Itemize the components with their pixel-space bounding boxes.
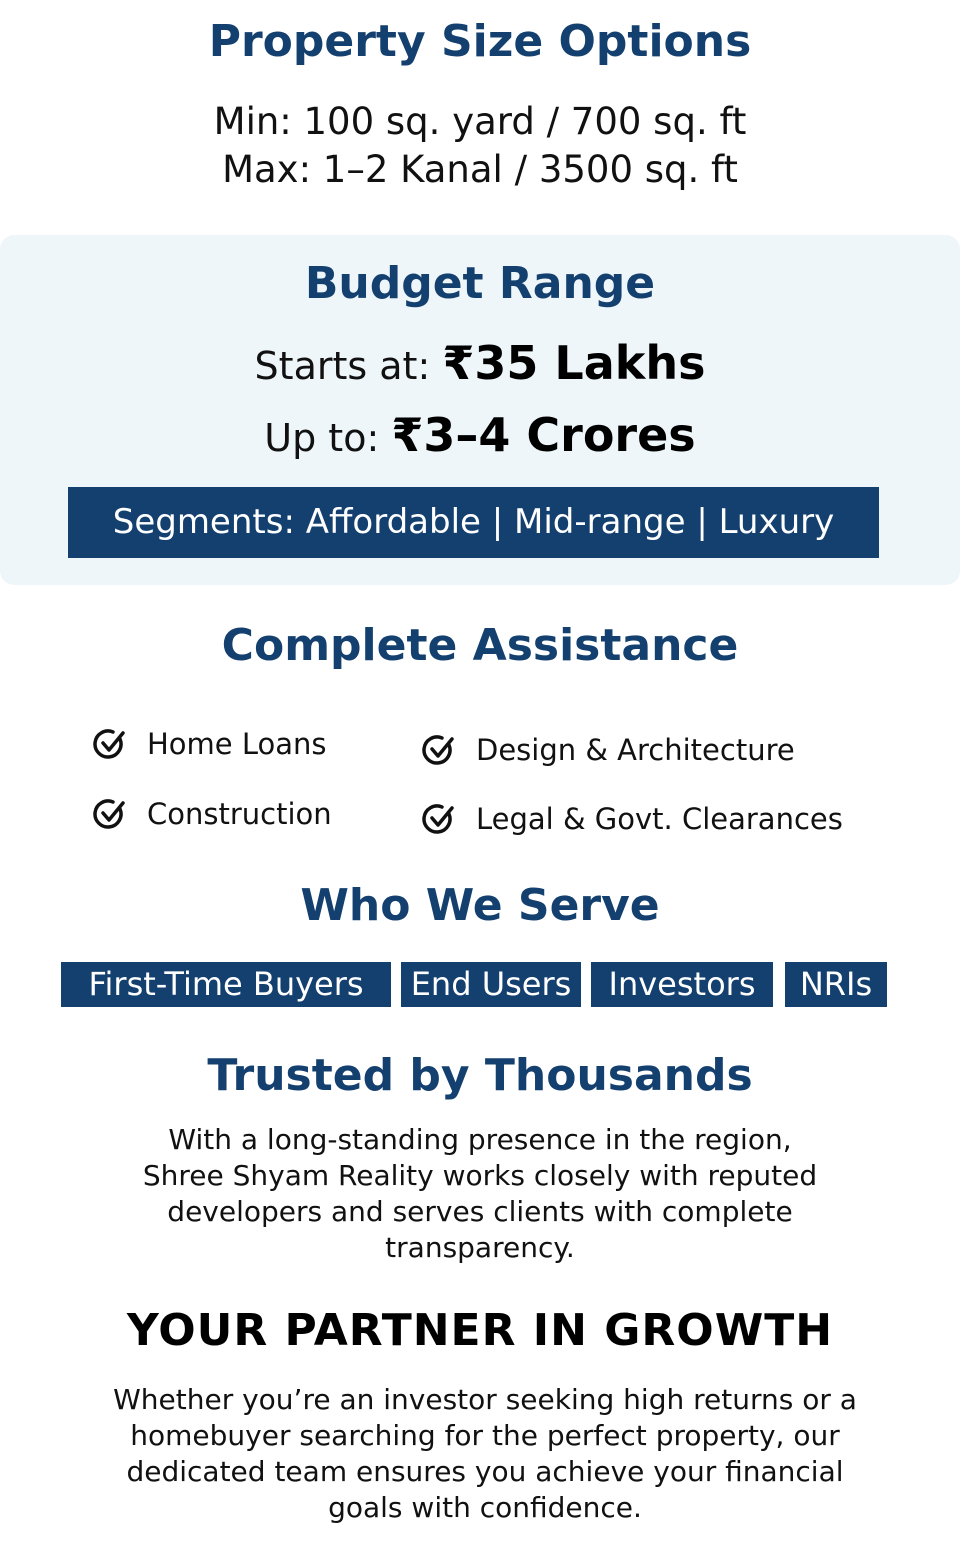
assist-label: Home Loans	[147, 727, 327, 761]
assistance-heading: Complete Assistance	[221, 620, 739, 671]
size-options-heading: Property Size Options	[208, 16, 752, 67]
budget-heading: Budget Range	[304, 258, 656, 309]
check-circle-icon	[422, 802, 456, 836]
segments-banner: Segments: Affordable | Mid-range | Luxury	[68, 487, 879, 558]
assist-label: Design & Architecture	[476, 733, 795, 767]
assist-label: Construction	[147, 797, 332, 831]
tag-investors: Investors	[591, 962, 773, 1007]
price-upto-value: ₹3–4 Crores	[391, 408, 696, 462]
assist-item-design	[422, 733, 795, 767]
trusted-paragraph: With a long-standing presence in the region, Shree Shyam Reality works closely with reputed developers and serves clients with complete transparency.	[142, 1123, 818, 1264]
price-upto-label: Up to:	[264, 416, 380, 460]
assist-item-construction	[93, 797, 332, 831]
check-circle-icon	[93, 727, 127, 761]
partner-paragraph: Whether you’re an investor seeking high returns or a homebuyer searching for the perfect property, our dedicated team ensures you achieve your financial goals with confidence.	[113, 1383, 857, 1524]
price-upto-line	[0, 408, 960, 462]
partner-heading: YOUR PARTNER IN GROWTH	[126, 1305, 834, 1356]
size-options-text	[0, 98, 960, 194]
price-start-label: Starts at:	[254, 344, 431, 388]
check-circle-icon	[93, 797, 127, 831]
size-min-line: Min: 100 sq. yard / 700 sq. ft	[213, 100, 747, 143]
price-start-line	[0, 336, 960, 390]
tag-end-users: End Users	[401, 962, 581, 1007]
assist-label: Legal & Govt. Clearances	[476, 802, 843, 836]
tag-first-time-buyers: First-Time Buyers	[61, 962, 391, 1007]
trusted-heading: Trusted by Thousands	[207, 1050, 753, 1101]
who-we-serve-heading: Who We Serve	[300, 880, 660, 931]
size-max-line: Max: 1–2 Kanal / 3500 sq. ft	[222, 148, 738, 191]
price-start-value: ₹35 Lakhs	[442, 336, 706, 390]
check-circle-icon	[422, 733, 456, 767]
assist-item-home-loans	[93, 727, 327, 761]
tag-nris: NRIs	[785, 962, 887, 1007]
assist-item-legal	[422, 802, 843, 836]
